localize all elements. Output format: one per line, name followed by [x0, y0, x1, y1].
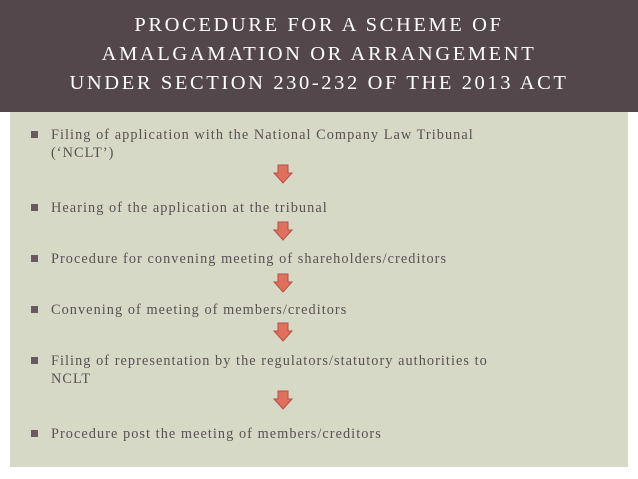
procedure-step-1 — [51, 126, 474, 162]
square-bullet-icon — [31, 204, 38, 211]
procedure-step-4 — [51, 301, 347, 319]
slide-title-line: UNDER SECTION 230-232 OF THE 2013 ACT — [69, 72, 569, 94]
step-text-line: NCLT — [51, 371, 92, 387]
slide-title-line: PROCEDURE FOR A SCHEME OF — [134, 14, 504, 36]
slide-title — [0, 11, 638, 98]
down-arrow-icon — [273, 322, 293, 342]
procedure-step-3 — [51, 250, 447, 268]
step-text-line: (‘NCLT’) — [51, 145, 115, 161]
square-bullet-icon — [31, 255, 38, 262]
down-arrow-icon — [273, 273, 293, 293]
square-bullet-icon — [31, 430, 38, 437]
down-arrow-icon — [273, 390, 293, 410]
step-text-line: Convening of meeting of members/creditors — [51, 302, 348, 318]
square-bullet-icon — [31, 357, 38, 364]
slide-title-line: AMALGAMATION OR ARRANGEMENT — [101, 43, 537, 65]
square-bullet-icon — [31, 306, 38, 313]
down-arrow-icon — [273, 221, 293, 241]
title-band — [0, 0, 638, 112]
procedure-step-5 — [51, 352, 488, 388]
step-text-line: Filing of application with the National Company Law Tribunal — [51, 127, 474, 143]
step-text-line: Filing of representation by the regulators/statutory authorities to — [51, 353, 488, 369]
square-bullet-icon — [31, 131, 38, 138]
procedure-step-6 — [51, 425, 382, 443]
step-text-line: Procedure for convening meeting of shareholders/creditors — [51, 251, 448, 267]
procedure-step-2 — [51, 199, 328, 217]
step-text-line: Hearing of the application at the tribunal — [51, 200, 328, 216]
step-text-line: Procedure post the meeting of members/creditors — [51, 426, 382, 442]
down-arrow-icon — [273, 164, 293, 184]
procedure-panel — [10, 112, 628, 467]
